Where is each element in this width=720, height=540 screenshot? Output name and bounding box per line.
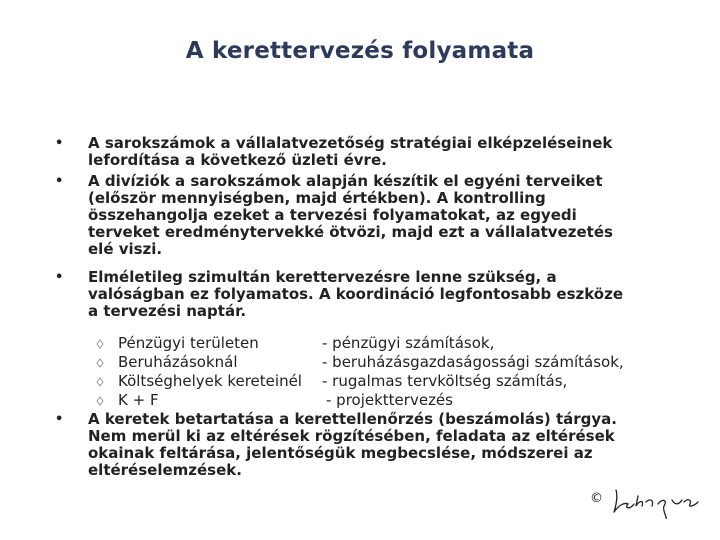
bullet-line: okainak feltárása, jelentőségük megbecslése, módszerei az (88, 444, 593, 462)
bullet-line: terveket eredménytervekké ötvözi, majd ezt a vállalatvezetés (88, 223, 613, 241)
sub-item-area: Beruházásoknál (118, 353, 238, 371)
bullet-line: Elméletileg szimultán kerettervezésre lenne szükség, a (88, 268, 557, 286)
copyright-symbol: © (590, 491, 603, 506)
bullet-line: A keretek betartatása a kerettellenőrzés (beszámolás) tárgya. (88, 410, 617, 428)
bullet-text (88, 269, 688, 320)
sub-item-method: - rugalmas tervköltség számítás, (322, 372, 568, 390)
diamond-outline-icon (96, 375, 103, 382)
signature-graphic (588, 482, 713, 522)
diamond-outline-icon (96, 356, 103, 363)
bullet-text (88, 173, 688, 258)
bullet-line: A divíziók a sarokszámok alapján készítik el egyéni terveiket (88, 172, 603, 190)
bullet-line: A sarokszámok a vállalatvezetőség stratégiai elképzeléseinek (88, 134, 613, 152)
bullet-dot: • (55, 136, 64, 151)
bullet-line: (először mennyiségben, majd értékben). A kontrolling (88, 189, 546, 207)
bullet-line: Nem merül ki az eltérések rögzítésében, feladata az eltérések (88, 427, 615, 445)
diamond-outline-icon (96, 337, 103, 344)
bullet-line: összehangolja ezeket a tervezési folyamatokat, az egyedi (88, 206, 577, 224)
sub-item-method: - projekttervezés (326, 391, 453, 409)
bullet-dot: • (55, 412, 64, 427)
bullet-line: a tervezési naptár. (88, 302, 247, 320)
sub-item-area: Költséghelyek kereteinél (118, 372, 302, 390)
signature (588, 482, 713, 522)
sub-item-method: - beruházásgazdaságossági számítások, (322, 353, 624, 371)
bullet-line: elé viszi. (88, 240, 163, 258)
bullet-line: valóságban ez folyamatos. A koordináció legfontosabb eszköze (88, 285, 624, 303)
bullet-dot: • (55, 174, 64, 189)
bullet-text (88, 135, 688, 169)
slide-title: A kerettervezés folyamata (185, 38, 535, 64)
bullet-text (88, 411, 688, 479)
bullet-dot: • (55, 270, 64, 285)
sub-item-area: K + F (118, 391, 159, 409)
bullet-line: eltéréselemzések. (88, 461, 242, 479)
diamond-outline-icon (96, 394, 103, 401)
sub-item-area: Pénzügyi területen (118, 334, 259, 352)
sub-item-method: - pénzügyi számítások, (322, 334, 495, 352)
bullet-line: lefordítása a következő üzleti évre. (88, 151, 387, 169)
